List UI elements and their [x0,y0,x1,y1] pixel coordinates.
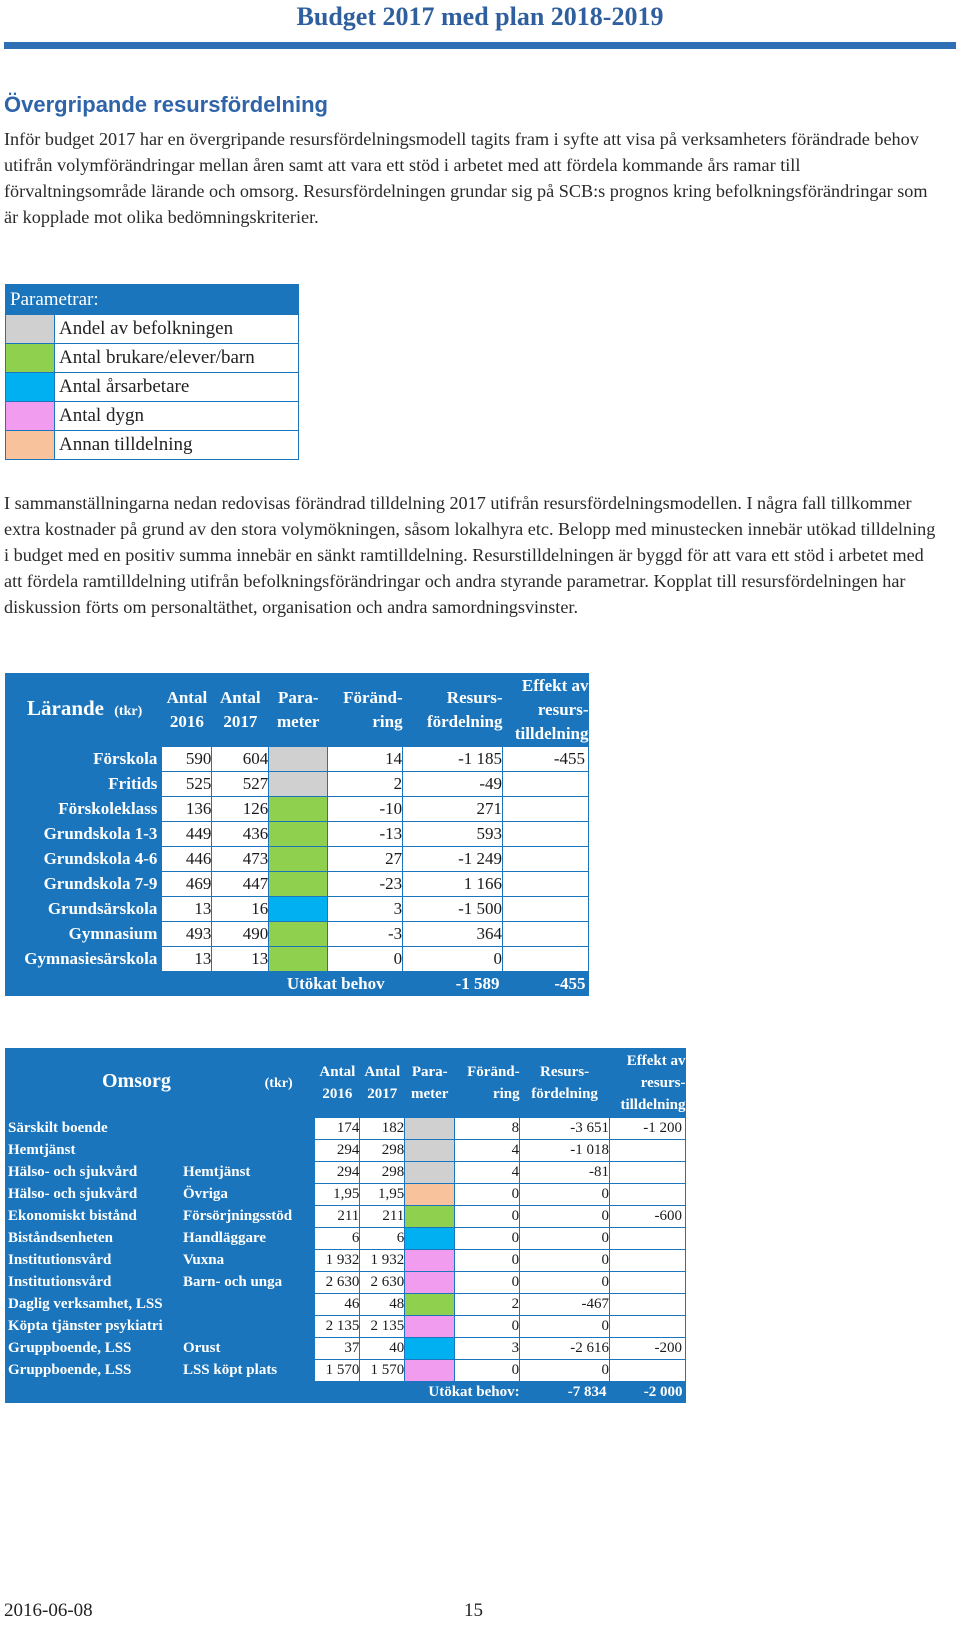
footer-date: 2016-06-08 [4,1600,93,1621]
cell-antal-2016: 13 [162,947,212,972]
omsorg-total-resurs: -7 834 [520,1382,610,1404]
cell-antal-2016: 46 [315,1294,360,1316]
row-label: Hälso- och sjukvård [5,1162,180,1184]
table-row [5,772,589,797]
cell-resursfordelning: -2 616 [520,1338,610,1360]
table-row [5,1250,686,1272]
cell-antal-2016: 174 [315,1118,360,1140]
parameter-swatch [269,922,328,947]
cell-effekt [503,847,589,872]
table-row [5,1338,686,1360]
omsorg-total-effekt: -2 000 [610,1382,686,1404]
legend-swatch [6,373,55,402]
cell-antal-2016: 449 [162,822,212,847]
omsorg-table [5,1048,686,1403]
cell-effekt [610,1140,686,1162]
row-label: Hälso- och sjukvård [5,1184,180,1206]
cell-antal-2016: 446 [162,847,212,872]
cell-antal-2017: 1 932 [360,1250,405,1272]
parameter-swatch [269,947,328,972]
cell-forandring: 0 [455,1206,520,1228]
parameter-swatch [269,797,328,822]
cell-effekt [610,1228,686,1250]
cell-effekt [503,822,589,847]
cell-effekt [503,922,589,947]
table-row [5,1206,686,1228]
cell-effekt [610,1250,686,1272]
parameter-swatch [269,747,328,772]
cell-forandring: -23 [328,872,403,897]
cell-effekt [610,1184,686,1206]
cell-effekt [610,1272,686,1294]
larande-total-label: Utökat behov [269,972,403,997]
cell-forandring: 3 [455,1338,520,1360]
cell-forandring: -13 [328,822,403,847]
row-label: Särskilt boende [5,1118,180,1140]
parameter-swatch [405,1250,455,1272]
cell-antal-2017: 490 [212,922,269,947]
row-label: Köpta tjänster psykiatri [5,1316,180,1338]
cell-forandring: 0 [328,947,403,972]
cell-forandring: 3 [328,897,403,922]
cell-resursfordelning: 271 [403,797,503,822]
cell-forandring: 8 [455,1118,520,1140]
legend-swatch [6,402,55,431]
cell-antal-2016: 590 [162,747,212,772]
parameter-swatch [405,1162,455,1184]
table-row [5,872,589,897]
cell-resursfordelning: -3 651 [520,1118,610,1140]
parameter-swatch [405,1272,455,1294]
row-sublabel: Handläggare [180,1228,315,1250]
legend-swatch [6,431,55,460]
row-label: Fritids [5,772,162,797]
omsorg-footer-spacer [5,1382,405,1404]
cell-antal-2017: 436 [212,822,269,847]
cell-antal-2017: 447 [212,872,269,897]
cell-effekt [610,1360,686,1382]
col-parameter: Para- meter [405,1048,455,1118]
legend-row [6,373,299,402]
table-row [5,1118,686,1140]
cell-resursfordelning: -1 249 [403,847,503,872]
cell-antal-2016: 1 570 [315,1360,360,1382]
cell-forandring: 0 [455,1250,520,1272]
legend-title: Parametrar: [6,285,299,315]
cell-antal-2017: 40 [360,1338,405,1360]
table-row [5,1228,686,1250]
cell-antal-2017: 1 570 [360,1360,405,1382]
row-label: Biståndsenheten [5,1228,180,1250]
row-sublabel [180,1316,315,1338]
col-parameter: Para- meter [269,673,328,747]
col-antal-2016: Antal 2016 [315,1048,360,1118]
parameter-swatch [269,872,328,897]
cell-effekt [610,1294,686,1316]
row-label: Gruppboende, LSS [5,1360,180,1382]
document-header-title: Budget 2017 med plan 2018-2019 [296,2,664,31]
cell-forandring: 0 [455,1272,520,1294]
cell-forandring: 0 [455,1228,520,1250]
parameter-swatch [269,772,328,797]
table-row [5,747,589,772]
section-title: Övergripande resursfördelning [4,92,328,117]
row-label: Grundskola 4-6 [5,847,162,872]
cell-antal-2017: 48 [360,1294,405,1316]
omsorg-unit: (tkr) [264,1076,293,1092]
footer-page-number: 15 [464,1600,483,1621]
cell-effekt: -200 [610,1338,686,1360]
parameter-swatch [405,1360,455,1382]
cell-forandring: 0 [455,1184,520,1206]
table-row [5,847,589,872]
row-label: Institutionsvård [5,1250,180,1272]
table-row [5,1316,686,1338]
table-row [5,822,589,847]
cell-antal-2017: 126 [212,797,269,822]
cell-antal-2017: 211 [360,1206,405,1228]
cell-resursfordelning: 0 [520,1206,610,1228]
cell-effekt [503,797,589,822]
header-rule [4,42,956,49]
row-label: Grundskola 7-9 [5,872,162,897]
cell-effekt: -1 200 [610,1118,686,1140]
parameter-swatch [405,1206,455,1228]
row-label: Hemtjänst [5,1140,180,1162]
larande-footer-spacer [5,972,269,997]
cell-forandring: -3 [328,922,403,947]
row-label: Förskola [5,747,162,772]
cell-antal-2017: 1,95 [360,1184,405,1206]
omsorg-title: Omsorg [102,1070,171,1093]
col-resursfordelning: Resurs- fördelning [403,673,503,747]
cell-forandring: 2 [455,1294,520,1316]
cell-antal-2016: 2 135 [315,1316,360,1338]
cell-antal-2017: 604 [212,747,269,772]
cell-resursfordelning: 0 [520,1272,610,1294]
cell-antal-2016: 525 [162,772,212,797]
parameter-swatch [269,822,328,847]
legend-row [6,315,299,344]
cell-antal-2016: 6 [315,1228,360,1250]
parameter-legend [5,284,299,460]
cell-resursfordelning: -49 [403,772,503,797]
col-forandring: Föränd- ring [455,1048,520,1118]
legend-label: Antal årsarbetare [55,373,299,402]
row-sublabel: LSS köpt plats [180,1360,315,1382]
cell-forandring: 0 [455,1360,520,1382]
cell-antal-2017: 182 [360,1118,405,1140]
cell-resursfordelning: -1 500 [403,897,503,922]
parameter-swatch [405,1228,455,1250]
larande-table [5,673,589,996]
cell-resursfordelning: 0 [520,1316,610,1338]
parameter-swatch [405,1338,455,1360]
cell-antal-2017: 473 [212,847,269,872]
row-label: Förskoleklass [5,797,162,822]
cell-resursfordelning: -1 018 [520,1140,610,1162]
col-antal-2017: Antal 2017 [212,673,269,747]
larande-unit: (tkr) [114,703,143,719]
cell-effekt [610,1316,686,1338]
legend-swatch [6,344,55,373]
cell-effekt [503,772,589,797]
legend-label: Andel av befolkningen [55,315,299,344]
col-antal-2016: Antal 2016 [162,673,212,747]
col-resursfordelning: Resurs- fördelning [520,1048,610,1118]
row-sublabel: Övriga [180,1184,315,1206]
cell-antal-2016: 2 630 [315,1272,360,1294]
intro-paragraph: Inför budget 2017 har en övergripande resursfördelningsmodell tagits fram i syfte att visa på verksamheters förändrade behov utifrån volymförändringar mellan åren samt att vara ett stöd i arbetet med att fördela kommande års ramar till förvaltningsområde lärande och omsorg. Resursfördelningen grundar sig på SCB:s prognos kring befolkningsförändringar som är kopplade mot olika bedömningskriterier. [4,129,928,227]
cell-antal-2017: 2 135 [360,1316,405,1338]
cell-antal-2016: 294 [315,1140,360,1162]
cell-resursfordelning: 364 [403,922,503,947]
cell-antal-2016: 294 [315,1162,360,1184]
cell-antal-2017: 527 [212,772,269,797]
cell-antal-2016: 37 [315,1338,360,1360]
table-row [5,922,589,947]
cell-effekt: -600 [610,1206,686,1228]
cell-antal-2016: 1,95 [315,1184,360,1206]
cell-antal-2017: 298 [360,1140,405,1162]
row-sublabel [180,1140,315,1162]
cell-antal-2017: 2 630 [360,1272,405,1294]
row-sublabel: Försörjningsstöd [180,1206,315,1228]
cell-resursfordelning: -81 [520,1162,610,1184]
cell-antal-2017: 298 [360,1162,405,1184]
cell-effekt [610,1162,686,1184]
cell-resursfordelning: 0 [520,1228,610,1250]
parameter-swatch [269,847,328,872]
cell-antal-2017: 13 [212,947,269,972]
cell-resursfordelning: -467 [520,1294,610,1316]
cell-resursfordelning: 593 [403,822,503,847]
row-sublabel: Hemtjänst [180,1162,315,1184]
cell-resursfordelning: 0 [520,1250,610,1272]
cell-resursfordelning: 0 [520,1184,610,1206]
cell-antal-2017: 6 [360,1228,405,1250]
row-sublabel [180,1118,315,1140]
cell-forandring: 4 [455,1140,520,1162]
legend-row [6,402,299,431]
parameter-swatch [269,897,328,922]
larande-title-cell [5,673,162,747]
row-label: Grundsärskola [5,897,162,922]
table-row [5,1294,686,1316]
cell-forandring: 4 [455,1162,520,1184]
cell-resursfordelning: 0 [403,947,503,972]
row-label: Daglig verksamhet, LSS [5,1294,180,1316]
cell-effekt [503,897,589,922]
cell-resursfordelning: -1 185 [403,747,503,772]
cell-forandring: 2 [328,772,403,797]
table-row [5,797,589,822]
legend-label: Antal brukare/elever/barn [55,344,299,373]
row-sublabel: Orust [180,1338,315,1360]
larande-total-effekt: -455 [503,972,589,997]
cell-antal-2016: 469 [162,872,212,897]
larande-total-resurs: -1 589 [403,972,503,997]
cell-antal-2016: 211 [315,1206,360,1228]
cell-antal-2016: 136 [162,797,212,822]
cell-resursfordelning: 0 [520,1360,610,1382]
col-antal-2017: Antal 2017 [360,1048,405,1118]
legend-row [6,431,299,460]
row-label: Gruppboende, LSS [5,1338,180,1360]
parameter-swatch [405,1316,455,1338]
parameter-swatch [405,1294,455,1316]
cell-resursfordelning: 1 166 [403,872,503,897]
cell-forandring: 14 [328,747,403,772]
col-forandring: Föränd- ring [328,673,403,747]
legend-row [6,344,299,373]
table-row [5,1272,686,1294]
larande-title: Lärande [27,695,105,720]
parameter-swatch [405,1184,455,1206]
col-effekt: Effekt av resurs- tilldelning [610,1048,686,1118]
legend-swatch [6,315,55,344]
row-sublabel: Vuxna [180,1250,315,1272]
row-label: Gymnasiesärskola [5,947,162,972]
cell-effekt: -455 [503,747,589,772]
cell-antal-2017: 16 [212,897,269,922]
cell-antal-2016: 493 [162,922,212,947]
row-sublabel: Barn- och unga [180,1272,315,1294]
cell-effekt [503,947,589,972]
cell-effekt [503,872,589,897]
table-row [5,1162,686,1184]
row-label: Gymnasium [5,922,162,947]
cell-forandring: -10 [328,797,403,822]
table-row [5,897,589,922]
legend-label: Annan tilldelning [55,431,299,460]
row-label: Institutionsvård [5,1272,180,1294]
parameter-swatch [405,1140,455,1162]
legend-label: Antal dygn [55,402,299,431]
omsorg-title-cell [5,1048,315,1118]
table-row [5,1140,686,1162]
cell-forandring: 27 [328,847,403,872]
parameter-swatch [405,1118,455,1140]
omsorg-total-label: Utökat behov: [405,1382,520,1404]
table-row [5,947,589,972]
cell-forandring: 0 [455,1316,520,1338]
summary-paragraph: I sammanställningarna nedan redovisas förändrad tilldelning 2017 utifrån resursfördelningsmodellen. I några fall tillkommer extra kostnader på grund av den stora volymökningen, såsom lokalhyra etc. Belopp med minustecken innebär utökad tilldelning i budget med en positiv summa innebär en sänkt ramtilldelning. Resurstilldelningen är byggd för att vara ett stöd i arbetet med att fördela ramtilldelning utifrån befolkningsförändringar och andra styrande parametrar. Kopplat till resursfördelningen har diskussion förts om personaltäthet, organisation och andra samordningsvinster. [4,493,936,617]
table-row [5,1184,686,1206]
table-row [5,1360,686,1382]
row-label: Grundskola 1-3 [5,822,162,847]
row-label: Ekonomiskt bistånd [5,1206,180,1228]
cell-antal-2016: 1 932 [315,1250,360,1272]
col-effekt: Effekt av resurs- tilldelning [503,673,589,747]
cell-antal-2016: 13 [162,897,212,922]
row-sublabel [180,1294,315,1316]
